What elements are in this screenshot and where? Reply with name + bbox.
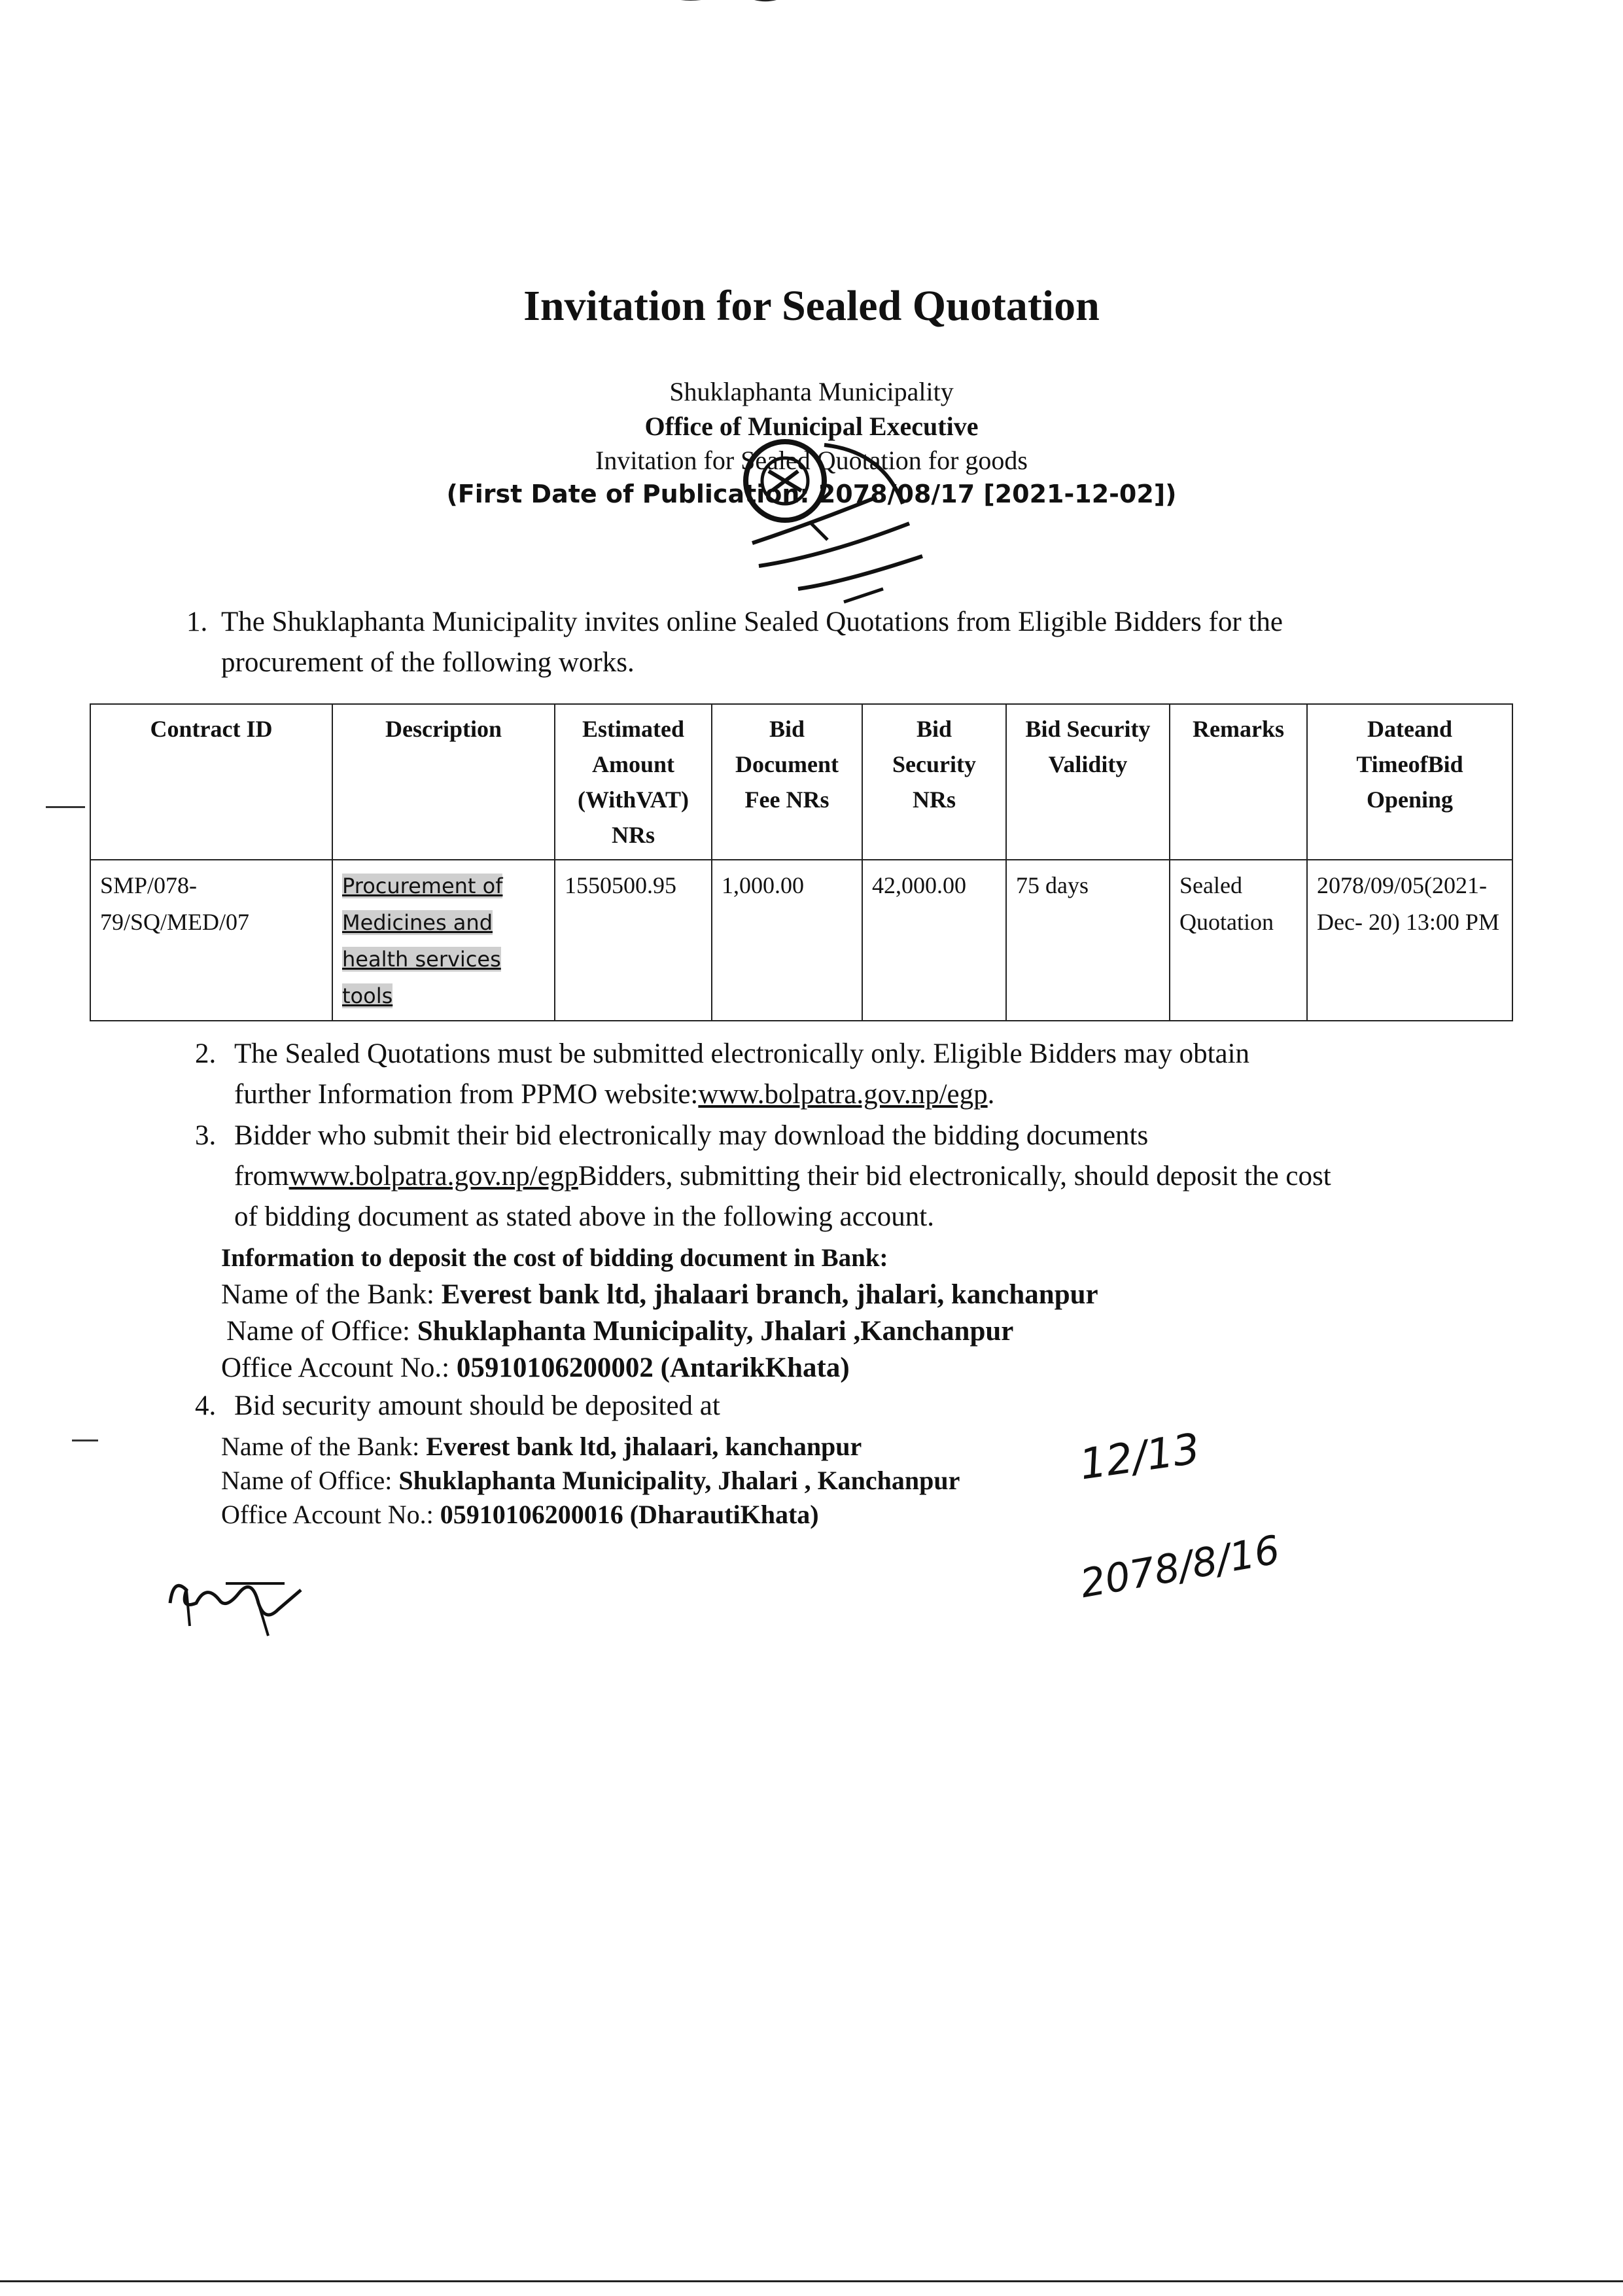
item-2-line-1: The Sealed Quotations must be submitted electronically only. Eligible Bidders may obtain [234,1038,1250,1069]
office-label: Name of Office: [226,1316,417,1347]
deposit-account-label: Office Account No.: [221,1500,440,1529]
account-label: Office Account No.: [221,1352,457,1383]
description-highlight: Procurement of Medicines and health services tools [342,874,503,1008]
bank-value: Everest bank ltd, jhalaari branch, jhalari, kanchanpur [441,1279,1098,1310]
item-2-line-2-prefix: further Information from PPMO website: [234,1079,699,1110]
table-row [90,860,1512,1021]
deposit-bank-line [221,1430,960,1464]
col-description: Description [332,704,555,860]
col-validity: Bid Security Validity [1006,704,1170,860]
account-value: 05910106200002 (AntarikKhata) [456,1352,850,1383]
deposit-info-block [221,1430,960,1532]
item-3-line-3: of bidding document as stated above in the following account. [234,1201,934,1232]
scan-mark-left [46,806,85,808]
col-document-fee: Bid Document Fee NRs [712,704,862,860]
municipal-seal-stamp [713,425,949,622]
deposit-account-line [221,1498,960,1532]
office-value: Shuklaphanta Municipality, Jhalari ,Kanchanpur [417,1316,1014,1347]
item-2-number: 2. [195,1038,217,1069]
item-3-line-2-suffix: Bidders, submitting their bid electronically, should deposit the cost [578,1161,1331,1192]
deposit-office-value: Shuklaphanta Municipality, Jhalari , Kanchanpur [398,1466,960,1495]
bolpatra-link-2[interactable]: www.bolpatra.gov.np/egp [288,1161,578,1192]
bid-table [90,703,1513,1021]
col-opening: Dateand TimeofBid Opening [1307,704,1512,860]
bank-label: Name of the Bank: [221,1279,442,1310]
deposit-office-label: Name of Office: [221,1466,399,1495]
deposit-bank-label: Name of the Bank: [221,1432,427,1461]
cell-opening: 2078/09/05(2021-Dec- 20) 13:00 PM [1307,860,1512,1021]
cell-document-fee: 1,000.00 [712,860,862,1021]
bolpatra-link[interactable]: www.bolpatra.gov.np/egp [698,1079,988,1110]
office-name-line [221,1313,1098,1350]
item-4-number: 4. [195,1390,217,1421]
col-estimated-amount: Estimated Amount (WithVAT) NRs [555,704,712,860]
item-3-line-1: Bidder who submit their bid electronically may download the bidding documents [234,1120,1149,1151]
item-4-line-1: Bid security amount should be deposited at [234,1390,720,1421]
page-bottom-rule [0,2280,1623,2282]
item-3-line-2-prefix: from [234,1161,289,1192]
handwritten-signature [160,1564,311,1642]
account-line [221,1350,1098,1386]
col-remarks: Remarks [1170,704,1307,860]
item-1-line-2: procurement of the following works. [221,647,635,678]
org-name: Shuklaphanta Municipality [669,377,954,406]
item-3-number: 3. [195,1120,217,1151]
page-title: Invitation for Sealed Quotation [523,282,1100,330]
cell-description [332,860,555,1021]
item-3-text [234,1116,1477,1237]
bank-info-block [221,1240,1098,1386]
col-bid-security: Bid Security NRs [862,704,1006,860]
deposit-account-value: 05910106200016 (DharautiKhata) [440,1500,819,1529]
table-header-row [90,704,1512,860]
handwritten-date-1: 12/13 [1076,1424,1203,1490]
cell-estimated-amount: 1550500.95 [555,860,712,1021]
item-2-text [234,1034,1477,1115]
cell-bid-security: 42,000.00 [862,860,1006,1021]
col-contract-id: Contract ID [90,704,332,860]
cell-contract-id: SMP/078-79/SQ/MED/07 [90,860,332,1021]
bank-info-heading: Information to deposit the cost of bidding document in Bank: [221,1244,888,1272]
item-2-line-2-suffix: . [987,1079,995,1110]
cell-validity: 75 days [1006,860,1170,1021]
item-1-line-1: The Shuklaphanta Municipality invites online Sealed Quotations from Eligible Bidders for the [221,607,1283,637]
scan-artifact [654,0,850,7]
item-1-number: 1. [186,607,208,637]
handwritten-date-2: 2078/8/16 [1077,1527,1283,1608]
deposit-bank-value: Everest bank ltd, jhalaari, kanchanpur [426,1432,862,1461]
deposit-office-line [221,1464,960,1498]
publication-date: (First Date of Publication: 2078/08/17 [2021-12-02]) [446,480,1177,508]
bank-name-line [221,1277,1098,1313]
office-name: Office of Municipal Executive [644,412,979,441]
cell-remarks: Sealed Quotation [1170,860,1307,1021]
notice-subject: Invitation for Sealed Quotation for goods [595,446,1028,475]
scan-mark-left-2 [72,1439,98,1441]
item-1-text [221,602,1484,683]
